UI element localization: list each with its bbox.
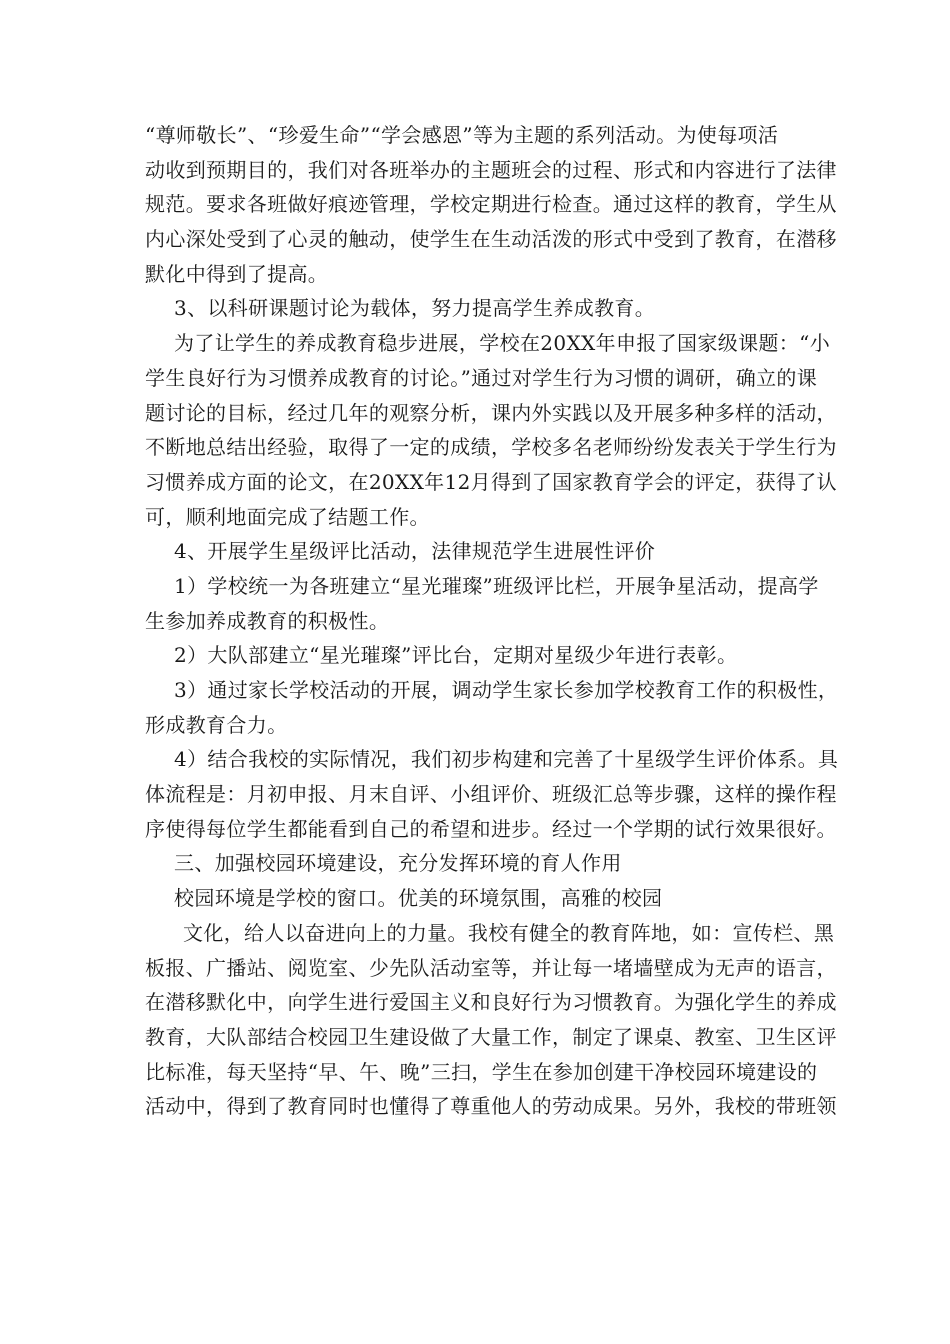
section-heading: 3、以科研课题讨论为载体，努力提高学生养成教育。	[174, 296, 656, 321]
text-line: 为了让学生的养成教育稳步进展，学校在20XX年申报了国家级课题：“小	[174, 331, 831, 356]
text-line: 活动中，得到了教育同时也懂得了尊重他人的劳动成果。另外，我校的带班领	[145, 1094, 837, 1119]
text-line: 可，顺利地面完成了结题工作。	[145, 504, 430, 529]
text-line: 序使得每位学生都能看到自己的希望和进步。经过一个学期的试行效果很好。	[145, 816, 837, 841]
text-line: 不断地总结出经验，取得了一定的成绩，学校多名老师纷纷发表关于学生行为	[145, 435, 837, 460]
section-heading: 4、开展学生星级评比活动，法律规范学生进展性评价	[174, 539, 656, 564]
list-item: 3）通过家长学校活动的开展，调动学生家长参加学校教育工作的积极性，	[174, 678, 839, 702]
section-heading: 三、加强校园环境建设，充分发挥环境的育人作用	[174, 851, 622, 876]
text-line: 内心深处受到了心灵的触动，使学生在生动活泼的形式中受到了教育，在潜移	[145, 227, 837, 252]
text-line: 题讨论的目标，经过几年的观察分析，课内外实践以及开展多种多样的活动，	[145, 400, 837, 425]
text-line: 板报、广播站、阅览室、少先队活动室等，并让每一堵墙壁成为无声的语言，	[145, 955, 837, 980]
text-line: 校园环境是学校的窗口。优美的环境氛围，高雅的校园	[174, 886, 663, 911]
text-line: 默化中得到了提高。	[145, 261, 329, 286]
list-item: 4）结合我校的实际情况，我们初步构建和完善了十星级学生评价体系。具	[174, 747, 839, 772]
text-line: 文化，给人以奋进向上的力量。我校有健全的教育阵地，如：宣传栏、黑	[183, 920, 835, 945]
text-line: 教育，大队部结合校园卫生建设做了大量工作，制定了课桌、教室、卫生区评	[145, 1024, 837, 1049]
text-line: 动收到预期目的，我们对各班举办的主题班会的过程、形式和内容进行了法律	[145, 157, 837, 182]
document-page	[145, 118, 839, 1124]
list-item: 2）大队部建立“星光璀璨”评比台，定期对星级少年进行表彰。	[174, 643, 738, 668]
text-line: 形成教育合力。	[145, 712, 288, 737]
text-line: 生参加养成教育的积极性。	[145, 608, 390, 633]
list-item: 1）学校统一为各班建立“星光璀璨”班级评比栏，开展争星活动，提高学	[174, 573, 819, 598]
text-line: 比标准，每天坚持“早、午、晚”三扫，学生在参加创建干净校园环境建设的	[145, 1059, 818, 1084]
text-line: 在潜移默化中，向学生进行爱国主义和良好行为习惯教育。为强化学生的养成	[145, 990, 837, 1015]
text-line: 体流程是：月初申报、月末自评、小组评价、班级汇总等步骤，这样的操作程	[145, 782, 837, 807]
text-line: “尊师敬长”、“珍爱生命”“学会感恩”等为主题的系列活动。为使每项活	[145, 123, 779, 147]
text-line: 规范。要求各班做好痕迹管理，学校定期进行检查。通过这样的教育，学生从	[145, 192, 837, 217]
text-line: 学生良好行为习惯养成教育的讨论。”通过对学生行为习惯的调研，确立的课	[145, 365, 818, 390]
text-line: 习惯养成方面的论文，在20XX年12月得到了国家教育学会的评定，获得了认	[145, 469, 837, 494]
